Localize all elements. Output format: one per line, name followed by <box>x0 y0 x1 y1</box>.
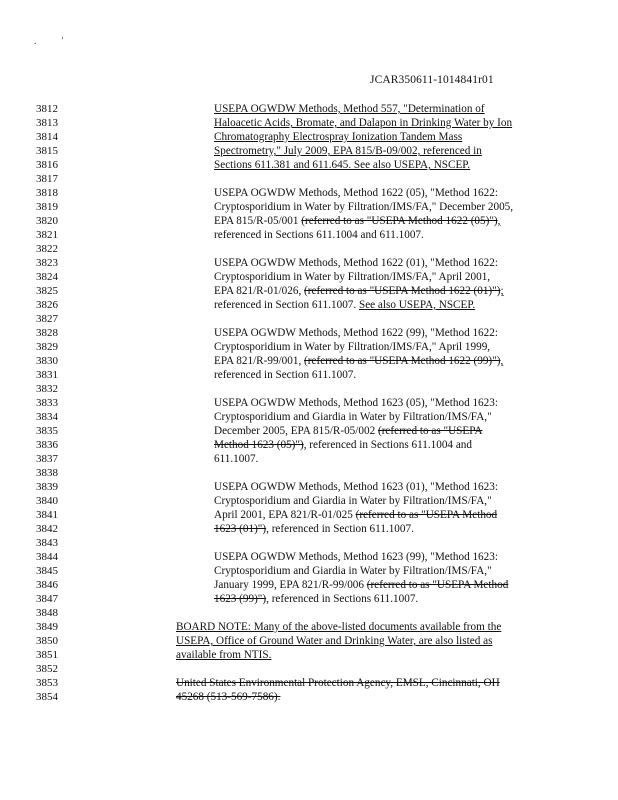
deleted-text: United States Environmental Protection Agency, EMSL, Cincinnati, OH <box>176 677 500 689</box>
entry-line: Cryptosporidium and Giardia in Water by Filtration/IMS/FA," <box>214 565 492 577</box>
line-number: 3830 <box>36 355 58 367</box>
entry-line: EPA 821/R-99/001, (referred to as "USEPA Method 1622 (99)"), <box>214 355 504 367</box>
deleted-text: (referred to as "USEPA Method <box>366 579 509 591</box>
entry-line: Sections 611.381 and 611.645. See also USEPA, NSCEP. <box>214 159 471 171</box>
entry-line: referenced in Sections 611.1004 and 611.1007. <box>214 229 424 241</box>
line-number: 3848 <box>36 607 58 619</box>
entry-line: Haloacetic Acids, Bromate, and Dalapon in Drinking Water by Ion <box>214 117 513 129</box>
line-number: 3826 <box>36 299 58 311</box>
board-note-line: BOARD NOTE: Many of the above-listed documents available from the <box>176 621 502 633</box>
line-number: 3843 <box>36 537 58 549</box>
line-number: 3822 <box>36 243 58 255</box>
entry-line: referenced in Section 611.1007. See also USEPA, NSCEP. <box>214 299 476 311</box>
line-number: 3820 <box>36 215 58 227</box>
entry-line: Cryptosporidium and Giardia in Water by Filtration/IMS/FA," <box>214 411 492 423</box>
deleted-text: (referred to as "USEPA Method 1622 (05)") <box>301 215 498 227</box>
line-number: 3812 <box>36 103 58 115</box>
entry-line: April 2001, EPA 821/R-01/025 (referred to as "USEPA Method <box>214 509 498 521</box>
inserted-text: , <box>497 215 501 227</box>
line-number: 3838 <box>36 467 58 479</box>
entry-line: EPA 821/R-01/026, (referred to as "USEPA Method 1622 (01)"); <box>214 285 504 297</box>
line-number: 3834 <box>36 411 58 423</box>
entry-line: 611.1007. <box>214 453 259 465</box>
line-number: 3832 <box>36 383 58 395</box>
line-number: 3846 <box>36 579 58 591</box>
line-number: 3837 <box>36 453 58 465</box>
board-note-line: USEPA, Office of Ground Water and Drinking Water, are also listed as <box>176 635 493 647</box>
entry-line: Method 1623 (05)"), referenced in Sections 611.1004 and <box>214 439 472 451</box>
entry-line: USEPA OGWDW Methods, Method 1622 (99), "Method 1622: <box>214 327 498 339</box>
inserted-text: See also USEPA, NSCEP. <box>358 299 476 311</box>
deleted-text: (referred to as "USEPA Method 1622 (01)") <box>304 285 501 297</box>
line-number: 3854 <box>36 691 58 703</box>
entry-line: 1623 (99)"), referenced in Sections 611.1007. <box>214 593 419 605</box>
document-id: JCAR350611-1014841r01 <box>370 74 494 86</box>
entry-line: USEPA OGWDW Methods, Method 1623 (01), "Method 1623: <box>214 481 498 493</box>
inserted-text: , <box>500 355 504 367</box>
line-number: 3833 <box>36 397 58 409</box>
line-number: 3831 <box>36 369 58 381</box>
line-number: 3847 <box>36 593 58 605</box>
line-number: 3815 <box>36 145 58 157</box>
deleted-text: Method 1623 (05)") <box>214 439 304 451</box>
line-number: 3849 <box>36 621 58 633</box>
line-number: 3814 <box>36 131 58 143</box>
entry-line: USEPA OGWDW Methods, Method 1623 (05), "Method 1623: <box>214 397 498 409</box>
line-number: 3817 <box>36 173 58 185</box>
entry-line: USEPA OGWDW Methods, Method 1622 (01), "Method 1622: <box>214 257 498 269</box>
board-note-line: available from NTIS. <box>176 649 272 661</box>
entry-line: USEPA OGWDW Methods, Method 1623 (99), "Method 1623: <box>214 551 498 563</box>
entry-line: Cryptosporidium in Water by Filtration/IMS/FA," April 1999, <box>214 341 491 353</box>
line-number: 3829 <box>36 341 58 353</box>
line-number: 3823 <box>36 257 58 269</box>
line-number: 3824 <box>36 271 58 283</box>
line-number: 3845 <box>36 565 58 577</box>
deleted-text: 45268 (513-569-7586). <box>176 691 281 703</box>
entry-line: Spectrometry," July 2009, EPA 815/B-09/002, referenced in <box>214 145 482 157</box>
deleted-text: 1623 (01)") <box>214 523 267 535</box>
entry-line: January 1999, EPA 821/R-99/006 (referred to as "USEPA Method <box>214 579 509 591</box>
line-number: 3850 <box>36 635 58 647</box>
line-number: 3821 <box>36 229 58 241</box>
line-number: 3841 <box>36 509 58 521</box>
deleted-text: (referred to as "USEPA Method 1622 (99)") <box>304 355 501 367</box>
entry-line: Chromatography Electrospray Ionization Tandem Mass <box>214 131 463 143</box>
line-number: 3835 <box>36 425 58 437</box>
line-number: 3842 <box>36 523 58 535</box>
entry-line: Cryptosporidium and Giardia in Water by Filtration/IMS/FA," <box>214 495 492 507</box>
inserted-text: ; <box>500 285 504 297</box>
line-number: 3819 <box>36 201 58 213</box>
line-number: 3851 <box>36 649 58 661</box>
deleted-text: (referred to as "USEPA Method <box>355 509 498 521</box>
entry-line: USEPA OGWDW Methods, Method 557, "Determination of <box>214 103 485 115</box>
entry-line: referenced in Section 611.1007. <box>214 369 357 381</box>
corner-marks: . ' <box>34 36 64 47</box>
line-number: 3852 <box>36 663 58 675</box>
line-number: 3825 <box>36 285 58 297</box>
line-number: 3844 <box>36 551 58 563</box>
entry-line: 1623 (01)"), referenced in Section 611.1007. <box>214 523 414 535</box>
entry-line: December 2005, EPA 815/R-05/002 (referred to as "USEPA <box>214 425 483 437</box>
line-number: 3818 <box>36 187 58 199</box>
entry-line: Cryptosporidium in Water by Filtration/IMS/FA," April 2001, <box>214 271 491 283</box>
line-number: 3813 <box>36 117 58 129</box>
line-number: 3827 <box>36 313 58 325</box>
line-number: 3853 <box>36 677 58 689</box>
deleted-text: (referred to as "USEPA <box>377 425 483 437</box>
line-number: 3840 <box>36 495 58 507</box>
entry-line: EPA 815/R-05/001 (referred to as "USEPA Method 1622 (05)"), <box>214 215 501 227</box>
line-number: 3828 <box>36 327 58 339</box>
line-number: 3839 <box>36 481 58 493</box>
line-number: 3836 <box>36 439 58 451</box>
entry-line: USEPA OGWDW Methods, Method 1622 (05), "Method 1622: <box>214 187 498 199</box>
deleted-text: 1623 (99)") <box>214 593 267 605</box>
line-number: 3816 <box>36 159 58 171</box>
entry-line: Cryptosporidium in Water by Filtration/IMS/FA," December 2005, <box>214 201 514 213</box>
